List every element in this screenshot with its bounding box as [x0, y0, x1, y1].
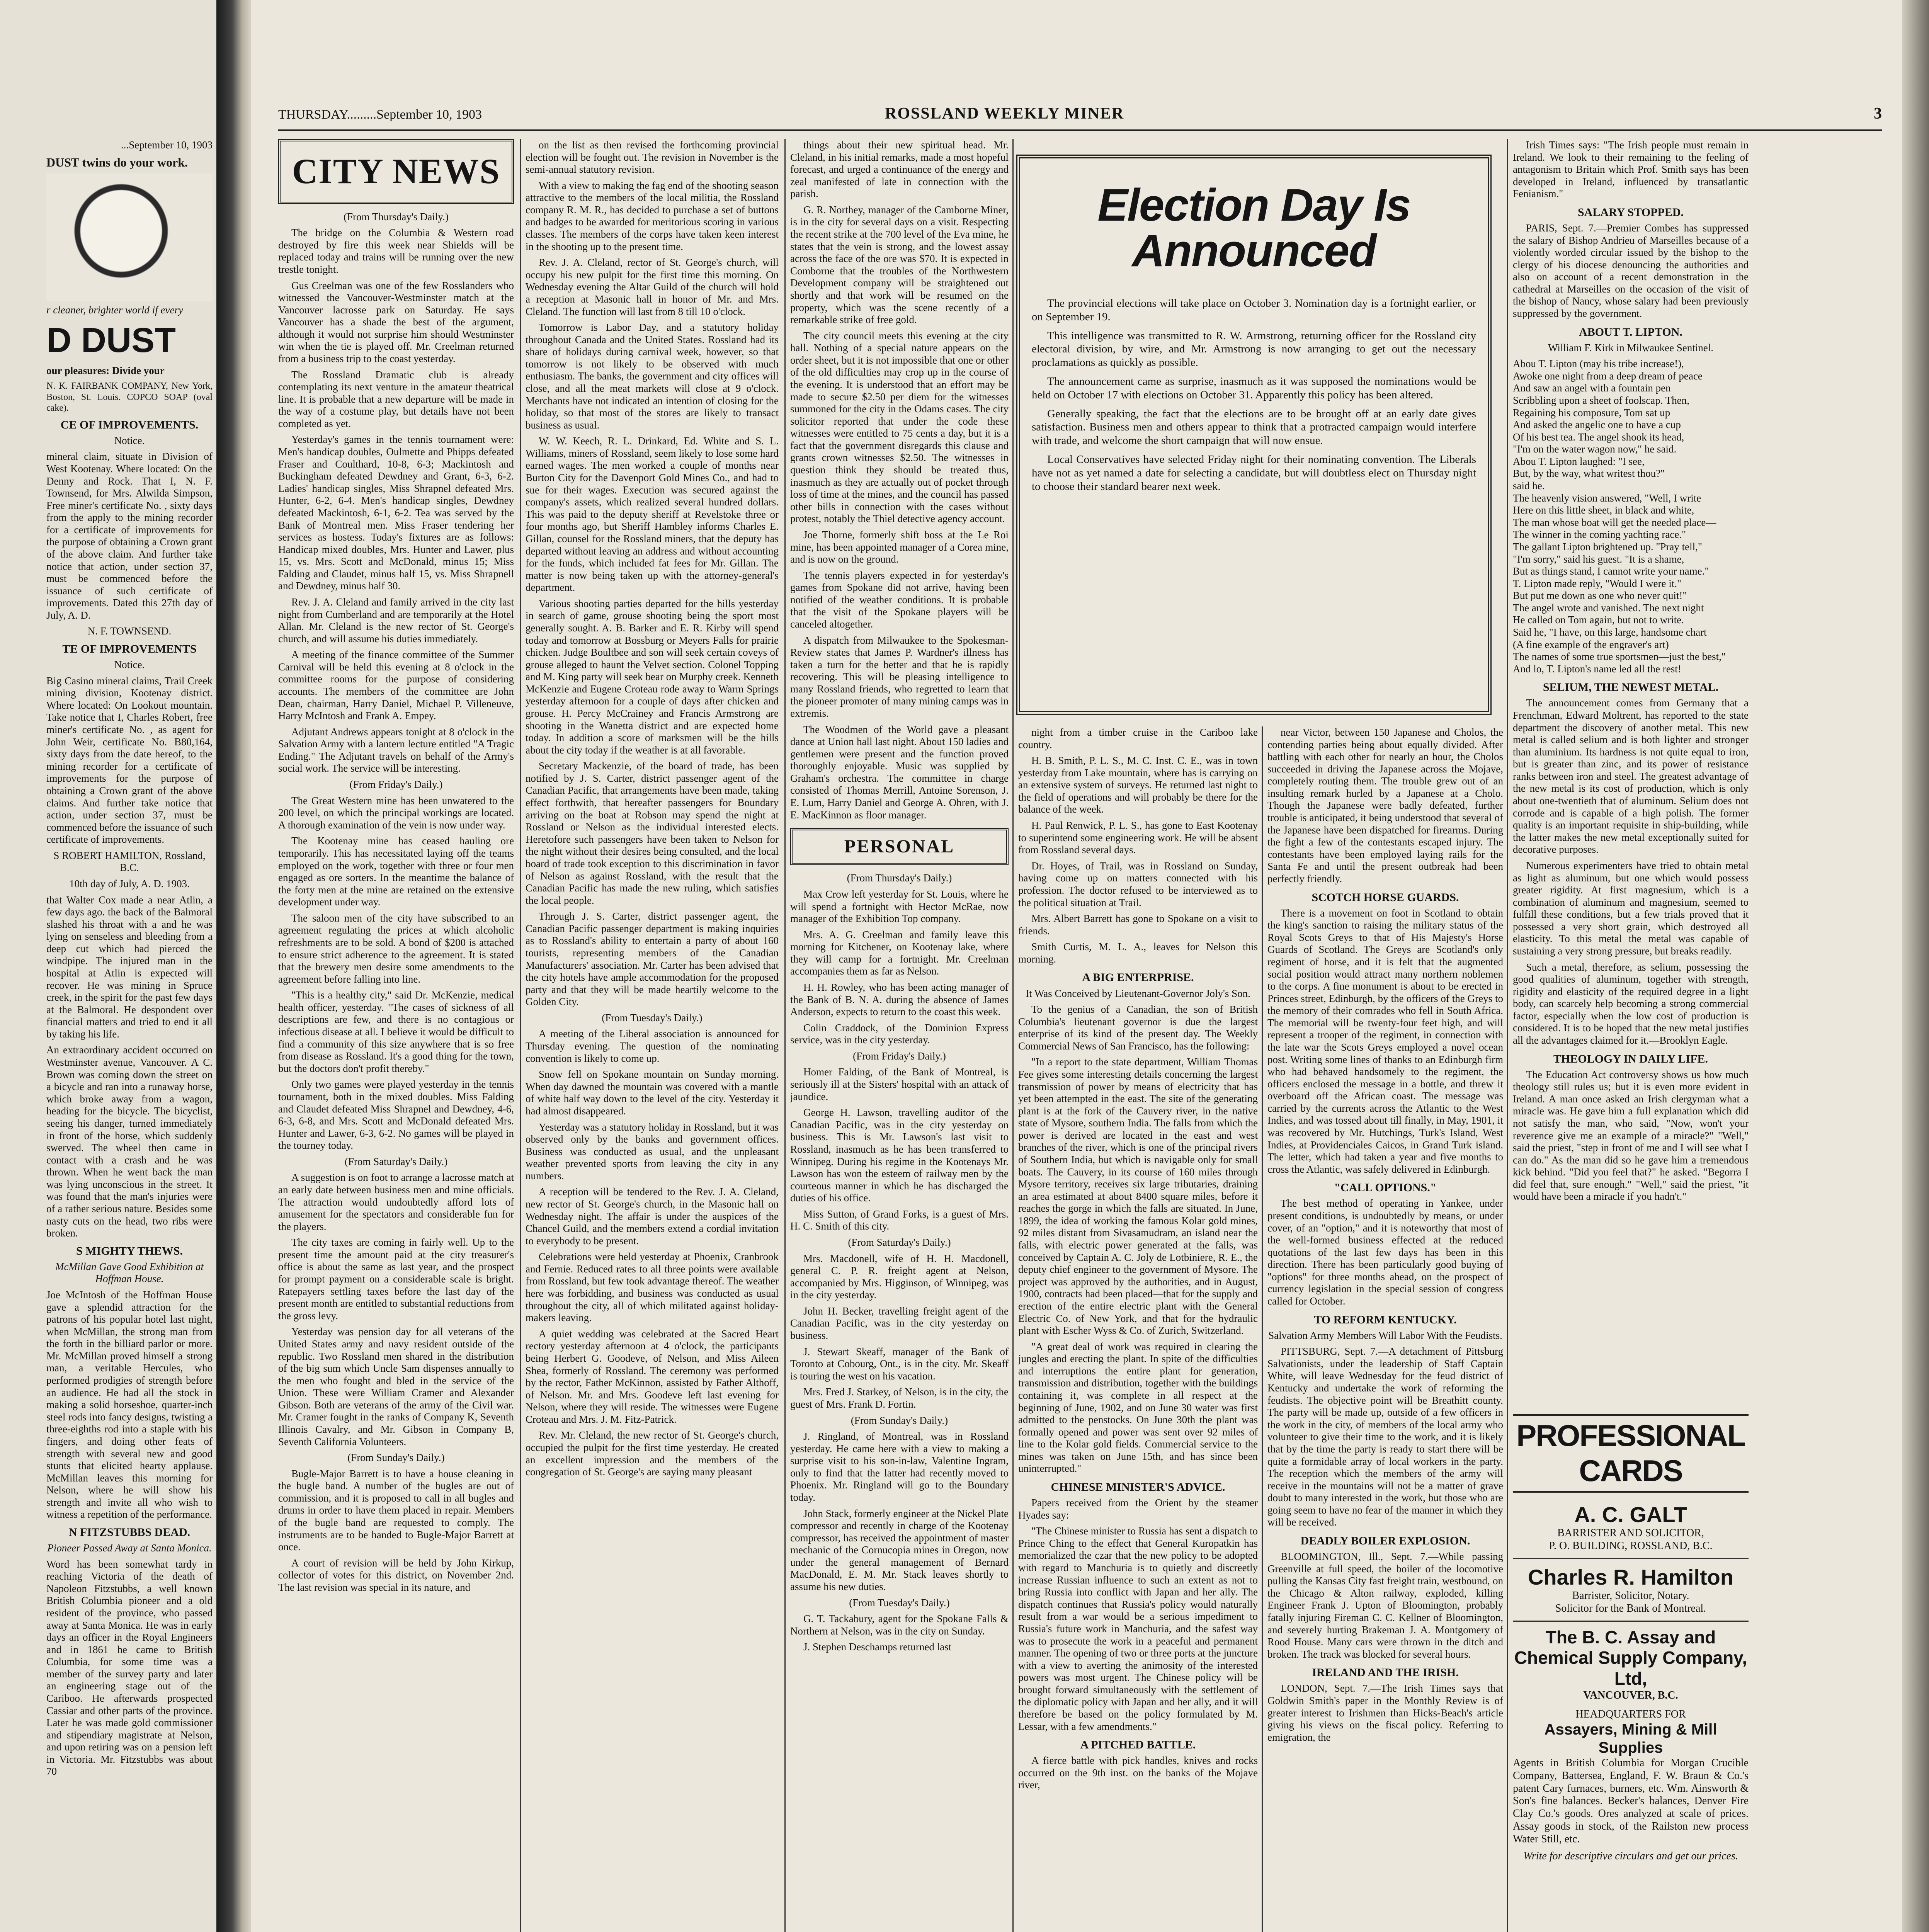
- col4-p2: H. B. Smith, P. L. S., M. C. Inst. C. E., was in town yesterday from Lake mountain, where has is carrying on an extensive system of surveys. He returned last night to the field of operations and will probably be there for the balance of the week.: [1018, 755, 1258, 815]
- column-2: [526, 139, 779, 1932]
- col1-p14: The city taxes are coming in fairly well. Up to the present time the amount paid at the city treasurer's office is about the same as last year, and the prospect for prompt payment on a considerable scale is bright. Ratepayers settling taxes before the last day of the present month are entitled to substantial reductions from the gross levy.: [278, 1236, 514, 1321]
- left-ad-top: DUST twins do your work.: [46, 155, 188, 169]
- col4-p9: "A great deal of work was required in clearing the jungles and erecting the plant. In spite of the difficulties and interruptions the entire plant for generation, transmission and distribution, together with the buildings containing it, was complete in all respect at the beginning of June, 1902, and on June 30 water was first admitted to the penstocks. On June 30th the plant was formally opened and power was sent over 92 miles of line to the Kolar gold fields. Commercial service to the mines was taken on June 15th, and has since been uninterrupted.": [1018, 1340, 1258, 1475]
- poem-line: The heavenly vision answered, "Well, I write: [1513, 492, 1701, 504]
- col3-p9: Mrs. A. G. Creelman and family leave this morning for Kitchener, on Kootenay lake, where they will camp for a fortnight. Mr. Creelman accompanies them as far as Nelson.: [790, 929, 1009, 977]
- col2-p8: Through J. S. Carter, district passenger agent, the Canadian Pacific passenger department is making inquiries as to Rossland's ability to entertain a party of about 160 tourists, representing members of the Canadian Manufacturers' association. Mr. Carter has been advised that the city hotels have ample accommodation for the proposed party and that they will be made heartily welcome to the Golden City.: [526, 910, 779, 1008]
- col2-p14: A quiet wedding was celebrated at the Sacred Heart rectory yesterday afternoon at 4 o'clock, the participants being Herbert G. Goodeve, of Nelson, and Miss Aileen Shea, formerly of Rossland. The ceremony was performed by the rector, Father McKinnon, assisted by Father Althoff, of Nelson. Mr. and Mrs. Goodeve left last evening for Nelson, where they will reside. The witnesses were Eugene Croteau and Mrs. J. M. Fitz-Patrick.: [526, 1328, 779, 1425]
- col1-p8: The Great Western mine has been unwatered to the 200 level, on which the principal workings are located. A thorough examination of the vein is now under way.: [278, 794, 514, 831]
- from-sunday-1: (From Sunday's Daily.): [347, 1452, 445, 1464]
- left-page-column: [46, 139, 213, 1782]
- left-ad-line: r cleaner, brighter world if every: [46, 304, 183, 316]
- col1-p12: Only two games were played yesterday in the tennis tournament, both in the mixed doubles. Miss Falding and Claudet defeated Miss Shrapnel and Dewdney, 4-6, 6-3, 6-8, and Mrs. Scott and McDonald defeated Mrs. Hunter and Lawer, 6-3, 6-2. No games will be played in the tourney today.: [278, 1078, 514, 1151]
- left-story4-title: N FITZSTUBBS DEAD.: [68, 1526, 191, 1539]
- lipton-poem: [1513, 358, 1749, 675]
- col2-p7: Secretary Mackenzie, of the board of trade, has been notified by J. S. Carter, district passenger agent of the Canadian Pacific, that arrangements have been made, taking effect forthwith, that hereafter passengers for Boundary arriving on the boat at Robson may spend the night at Rossland or Nelson as the individual interested elects. Heretofore such passengers have been taken to Nelson for the night without their desires being consulted, and the local board of trade took exception to this discrimination in favor of Nelson as against Rossland, with the result that the Canadian Pacific has made the new ruling, which satisfies the local people.: [526, 760, 779, 906]
- col5-p4: PITTSBURG, Sept. 7.—A detachment of Pittsburg Salvationists, under the leadership of Staff Captain White, will leave Wednesday for the feud district of Kentucky and undertake the work of reforming the feudists. The objective point will be Breathitt county. The party will be made up, outside of a few officers in the work in the city, of members of the local army who volunteer to give their time to the work, and it is likely that by the time the party is ready to start there will be quite a formidable array of local workers in the party. The reception which the members of the army will receive in the mountains will not be a matter of grave doubt to many interested in the work, but those who are going seem to have no fear of the manner in which they will be received.: [1267, 1345, 1503, 1528]
- left-story4: Word has been somewhat tardy in reaching Victoria of the death of Napoleon Fitzstubbs, a well known British Columbia pioneer and a old resident of the province, who passed away at Santa Monica. He was in early days an officer in the Royal Engineers and in 1861 he came to British Columbia, for some time was a member of the survey party and later an engineering stage out of the Cariboo. He afterwards prospected Cassiar and other parts of the province. Later he was made gold commissioner and stipendiary magistrate at Nelson, and upon retiring was on a pension left in Victoria. Mr. Fitzstubbs was about 70: [46, 1558, 213, 1777]
- col1-p6: A meeting of the finance committee of the Summer Carnival will be held this evening at 8 o'clock in the committee rooms for the purpose of considering accounts. The members of the committee are John Dean, chairman, Harry Daniel, Michael P. Villeneuve, Harry McIntosh and Frank A. Empey.: [278, 649, 514, 722]
- paper-name: ROSSLAND WEEKLY MINER: [885, 105, 1124, 122]
- card-assay: [1513, 1622, 1749, 1869]
- col3-p7: The Woodmen of the World gave a pleasant dance at Union hall last night. About 150 ladies and gentlemen were present and the function proved thoroughly enjoyable. Music was supplied by Graham's orchestra. The committee in charge consisted of Thomas Merrill, Antoine Sorenson, J. E. Lum, Harry Daniel and George A. Ohren, with J. E. MacKinnon as floor manager.: [790, 723, 1009, 821]
- card-hamilton-line2: Solicitor for the Bank of Montreal.: [1555, 1602, 1706, 1614]
- col2-p3: Rev. J. A. Cleland, rector of St. George's church, will occupy his new pulpit for the first time this morning. On Wednesday evening the Altar Guild of the church will hold a reception at Masonic hall in honor of Mr. and Mrs. Cleland. The function will last from 8 till 10 o'clock.: [526, 257, 779, 317]
- column-5: [1267, 726, 1503, 1932]
- col4-p10: Papers received from the Orient by the steamer Hyades say:: [1018, 1497, 1258, 1521]
- page-number: 3: [1874, 105, 1882, 122]
- election-p3: The announcement came as surprise, inasmuch as it was supposed the nominations would be held on October 17 with elections on October 31. Apparently this policy has been altered.: [1032, 375, 1476, 401]
- col2-p13: Celebrations were held yesterday at Phoenix, Cranbrook and Fernie. Reduced rates to all three points were available from Rossland, but few took advantage thereof. The weather here was forbidding, and business was conducted as usual throughout the city, all of which militated against holiday-makers leaving.: [526, 1251, 779, 1324]
- poem-line: Awoke one night from a deep dream of peace: [1513, 370, 1703, 382]
- col1-p4: Yesterday's games in the tennis tournament were: Men's handicap doubles, Oulmette and Phipps defeated Fraser and Coulthard, 10-8, 6-3; Mackintosh and Buckingham defeated Dewdney and Grant, 6-3, 6-2. Ladies' handicap singles, Miss Shrapnel defeated Mrs. Hunter, 6-2, 6-4. Men's handicap singles, Dewdney defeated Mackintosh, 6-1, 6-2. Tea was served by the Bank of Montreal men. Miss Fraser tendering her services as hostess. Today's fixtures are as follows: Handicap mixed doubles, Mrs. Hunter and Lawer, plus 15, vs. Mrs. Scott and McDonald, minus 15; Miss Falding and Claudet, minus half 15, vs. Miss Shrapnell and Dewdney, minus half 30.: [278, 434, 514, 592]
- col3-p4: Joe Thorne, formerly shift boss at the Le Roi mine, has been appointed manager of a Corea mine, and is now on the ground.: [790, 529, 1009, 565]
- card-assay-line3: Assayers, Mining & Mill Supplies: [1544, 1721, 1717, 1757]
- card-assay-line5: Write for descriptive circulars and get our prices.: [1523, 1850, 1738, 1862]
- poem-line: The angel wrote and vanished. The next night: [1513, 602, 1704, 614]
- col1-p3: The Rossland Dramatic club is already contemplating its next venture in the amateur theatrical line. It is probable that a new departure will be made in the way of a costume play, but details have not been completed as yet.: [278, 369, 514, 429]
- call-options-heading: "CALL OPTIONS.": [1334, 1181, 1437, 1194]
- left-notice2-sign: S ROBERT HAMILTON, Rossland, B.C.: [53, 849, 206, 874]
- left-notice2-body: Big Casino mineral claims, Trail Creek mining division, Kootenay district. Where located: On Lookout mountain. Take notice that I, Charles Robert, free miner's certificate No. , as agent for John Weir, certificate No. B80,164, sixty days from the date hereof, to the mining recorder for a certificate of improvements for the purpose of obtaining a Crown grant of the above claims. And further take notice that action, under section 37, must be commenced before the issuance of such certificate of improvements.: [46, 675, 213, 845]
- chinese-minister-heading: CHINESE MINISTER'S ADVICE.: [1051, 1481, 1225, 1494]
- professional-cards-title: PROFESSIONAL CARDS: [1513, 1414, 1749, 1493]
- election-title: Election Day Is Announced: [1097, 180, 1410, 276]
- card-galt-line2: P. O. BUILDING, ROSSLAND, B.C.: [1549, 1539, 1713, 1552]
- col6-p2: PARIS, Sept. 7.—Premier Combes has suppressed the salary of Bishop Andrieu of Marseilles because of a violently worded circular issued by the bishop to the clergy of his diocese denouncing the authorities and also on account of a recent demonstration in the cathedral at Marseilles on the occasion of the visit of the bishop of Nancy, whose salary had been previously suppressed by the government.: [1513, 222, 1749, 320]
- col1-p5: Rev. J. A. Cleland and family arrived in the city last night from Cumberland and are temporarily at the Hotel Allan. Mr. Cleland is the new rector of St. George's church, and will assume his duties immediately.: [278, 596, 514, 645]
- col4-p12: A fierce battle with pick handles, knives and rocks occurred on the 9th inst. on the banks of the Mojave river,: [1018, 1755, 1258, 1791]
- column-divider: [520, 139, 521, 1932]
- col5-p6: LONDON, Sept. 7.—The Irish Times says that Goldwin Smith's paper in the Monthly Review is of greater interest to Irishmen than Hicks-Beach's article giving his views on the fiscal policy. Referring to emigration, the: [1267, 1682, 1503, 1743]
- left-notice-sign: N. F. TOWNSEND.: [87, 625, 172, 637]
- election-p4: Generally speaking, the fact that the elections are to be brought off at an early date gives satisfaction. Business men and others appear to think that a protracted campaign would interfere with trade, and welcome the short campaign that will now ensue.: [1032, 407, 1476, 447]
- boiler-explosion-heading: DEADLY BOILER EXPLOSION.: [1300, 1534, 1470, 1547]
- col4-p6: Smith Curtis, M. L. A., leaves for Nelson this morning.: [1018, 941, 1258, 965]
- col4-p1: night from a timber cruise in the Cariboo lake country.: [1018, 726, 1258, 750]
- card-hamilton-name: Charles R. Hamilton: [1528, 1565, 1734, 1589]
- col3-p10: H. H. Rowley, who has been acting manager of the Bank of B. N. A. during the absence of James Anderson, expects to return to the coast this week.: [790, 981, 1009, 1018]
- column-divider: [1507, 139, 1508, 1932]
- scotch-horse-guards-heading: SCOTCH HORSE GUARDS.: [1312, 891, 1459, 904]
- left-notice-word: Notice.: [114, 434, 145, 446]
- col1-p10: The saloon men of the city have subscribed to an agreement regulating the prices at which alcoholic refreshments are to be sold. A bond of $200 is attached to ensure strict adherence to the agreement. It is stated that the brewery men desire some amendments to the agreement before falling into line.: [278, 912, 514, 985]
- from-thursday-1: (From Thursday's Daily.): [344, 211, 449, 223]
- col5-p5: BLOOMINGTON, Ill., Sept. 7.—While passing Greenville at full speed, the boiler of the locomotive pulling the Kansas City fast freight train, westbound, on the Chicago & Alton railway, exploded, killing Engineer Frank J. Upton of Bloomington, probably fatally injuring Fireman C. C. Kellner of Bloomington, and severely hurting Brakeman J. A. Montgomery of Rood House. Many cars were thrown in the ditch and broken. The track was blocked for several hours.: [1267, 1551, 1503, 1660]
- col3-p18: Mrs. Fred J. Starkey, of Nelson, is in the city, the guest of Mrs. Frank D. Fortin.: [790, 1386, 1009, 1410]
- poem-line: And asked the angelic one to have a cup: [1513, 419, 1681, 431]
- col3-p20: John Stack, formerly engineer at the Nickel Plate compressor and recently in charge of the Kootenay compressor, has received the appointment of master mechanic of the Cornucopia mines in Oregon, now under the general management of Bernard MacDonald, E. M. Mr. Stack leaves shortly to assume his new duties.: [790, 1507, 1009, 1593]
- card-galt-line1: BARRISTER AND SOLICITOR,: [1557, 1527, 1704, 1539]
- theology-heading: THEOLOGY IN DAILY LIFE.: [1553, 1052, 1708, 1065]
- col3-p16: John H. Becker, travelling freight agent of the Canadian Pacific, was in the city yesterday on business.: [790, 1305, 1009, 1342]
- from-saturday-1: (From Saturday's Daily.): [344, 1155, 448, 1167]
- left-story1: that Walter Cox made a near Atlin, a few days ago. the back of the Balmoral slashed his throat with a and he was lying on senseless and bleeding from a deep cut which had pierced the windpipe. The injured man in the hospital at Atlin is expected will recover. He was mining in Spruce creek, in the spirit for the past few days at the Balmoral. He despondent over financial matters and tried to end it all by taking his life.: [46, 894, 213, 1040]
- big-enterprise-heading: A BIG ENTERPRISE.: [1082, 971, 1194, 984]
- left-story2: An extraordinary accident occurred on Westminster avenue, Vancouver. A C. Brown was coming down the street on a bicycle and ran into a runaway horse, which broke away from a wagon, heading for the bicycle. The bicyclist, seeing his danger, turned immediately in front of the horse, which suddenly swerved. The wheel then came in contact with a crash and he was thrown. When he went back the man was lying unconscious in the street. It was found that the man's injuries were of a rather serious nature. Besides some nasty cuts on the head, two ribs were broken.: [46, 1044, 213, 1239]
- col3-p22: J. Stephen Deschamps returned last: [803, 1641, 952, 1653]
- col2-p4: Tomorrow is Labor Day, and a statutory holiday throughout Canada and the United States. Rossland had its share of holidays during carnival week, however, so that tomorrow is not likely to be observed with much enthusiasm. The banks, the government and city offices will close, and all the meat markets will close at 9 o'clock. Merchants have not indicated an intention of closing for the holiday, so that most of the stores are likely to transact business as usual.: [526, 321, 779, 431]
- poem-line: "I'm sorry," said his guest. "It is a shame,: [1513, 553, 1684, 565]
- left-notice-title: CE OF IMPROVEMENTS.: [60, 418, 199, 431]
- poem-line: The man whose boat will get the needed place—: [1513, 516, 1716, 528]
- card-assay-line2: HEADQUARTERS FOR: [1575, 1708, 1686, 1720]
- col1-p16: Bugle-Major Barrett is to have a house cleaning in the bugle band. A number of the bugles are out of commission, and it is proposed to call in all bugles and drums in order to have them placed in repair. Members of the bugle band are requested to comply. The instruments are to be handed to Bugle-Major Barrett at once.: [278, 1468, 514, 1553]
- column-divider: [1012, 139, 1014, 1932]
- poem-line: Regaining his composure, Tom sat up: [1513, 406, 1670, 418]
- col3-p15: Mrs. Macdonell, wife of H. H. Macdonell, general C. P. R. freight agent at Nelson, accompanied by Mrs. Higginson, of Winnipeg, was in the city yesterday.: [790, 1252, 1009, 1301]
- col2-p10: Snow fell on Spokane mountain on Sunday morning. When day dawned the mountain was covered with a mantle of white half way down to the level of the city. Yesterday it had almost disappeared.: [526, 1068, 779, 1117]
- col1-p1: The bridge on the Columbia & Western road destroyed by fire this week near Shields will be replaced today and trains will be running over the new trestle tonight.: [278, 227, 514, 275]
- column-6: [1513, 139, 1749, 1406]
- dateline: THURSDAY.........September 10, 1903: [278, 107, 482, 122]
- left-story3-title: S MIGHTY THEWS.: [76, 1244, 183, 1257]
- election-p2: This intelligence was transmitted to R. W. Armstrong, returning officer for the Rossland city electoral division, by wire, and Mr. Armstrong is now arranging to get out the necessary proclamations as quickly as possible.: [1032, 329, 1476, 369]
- from-saturday-2: (From Saturday's Daily.): [848, 1236, 951, 1248]
- column-1: [278, 139, 514, 1932]
- city-news-title: CITY NEWS: [292, 151, 500, 191]
- election-p5: Local Conservatives have selected Friday night for their nominating convention. The Liberals have not as yet named a date for selecting a candidate, but will doubtless elect on Thursday night to choose their standard bearer next week.: [1032, 453, 1476, 493]
- col1-p7: Adjutant Andrews appears tonight at 8 o'clock in the Salvation Army with a lantern lecture entitled "A Tragic Ending." The Adjutant travels on behalf of the Army's social work. The service will be interesting.: [278, 726, 514, 774]
- poem-line: And saw an angel with a fountain pen: [1513, 382, 1671, 394]
- col3-p17: J. Stewart Skeaff, manager of the Bank of Toronto at Cobourg, Ont., is in the city. Mr. Skeaff is touring the west on his vacation.: [790, 1345, 1009, 1382]
- left-ad-brand: D DUST: [46, 321, 176, 360]
- col6-p3: The announcement comes from Germany that a Frenchman, Edward Moltrent, has reported to the state department the discovery of another metal. This new metal is called selium and is both lighter and stronger than aluminium. Its hardness is not quite equal to iron, but is greater than zinc, and its power of resistance ranks between iron and steel. The greatest advantage of the new metal is its cost of production, which is only about one-twentieth that of aluminum. Selium does not corrode and is capable of a high polish. The former quality is an important requisite in ship-building, while the latter makes the new metal exceptionally suited for decorative purposes.: [1513, 697, 1749, 855]
- col4-p4: Dr. Hoyes, of Trail, was in Rossland on Sunday, having come up on matters connected with his profession. The doctor refused to be interviewed as to the political situation at Trail.: [1018, 860, 1258, 908]
- column-3: [790, 139, 1009, 1932]
- left-story3-sub: McMillan Gave Good Exhibition at Hoffman House.: [55, 1260, 204, 1285]
- poem-line: Abou T. Lipton laughed: "I see,: [1513, 455, 1645, 467]
- col3-p11: Colin Craddock, of the Dominion Express service, was in the city yesterday.: [790, 1022, 1009, 1046]
- from-friday-2: (From Friday's Daily.): [853, 1050, 946, 1062]
- poem-line: "I'm on the water wagon now," he said.: [1513, 443, 1677, 455]
- col5-p2: There is a movement on foot in Scotland to obtain the king's sanction to raising the military status of the Royal Scots Greys to that of His Majesty's Horse Guards of Scotland. The Greys are Scotland's only regiment of horse, and it is felt that the augmented social position would attract many northern noblemen to the corps. A fine monument is about to be erected in Princes street, Edinburgh, by the officers of the Greys to the memory of their comrades who fell in South Africa. The memorial will be twenty-four feet high, and will represent a trooper of the regiment, in connection with the late war the Scots Greys employed a novel ocean post. Writing some lines of thanks to an Edinburgh firm who had behaved handsomely to the regiment, the officers enclosed the message in a bottle, and threw it overboard off the African coast. The message was carried by the currents across the Atlantic to the West Indies, and was tossed about till finally, in May, 1901, it was recovered by Mr. Hutchings, Turk's Island, West Indies, at Providenciales Caicos, in Grand Turk island. The letter, which had taken a year and five months to cross the Atlantic, was safely delivered in Edinburgh.: [1267, 907, 1503, 1175]
- col2-p2: With a view to making the fag end of the shooting season attractive to the members of the local militia, the Rossland company R. M. R., has decided to purchase a set of buttons and badges to be awarded for meritorious scoring in various classes. The members of the corps have taken keen interest in the shooting up to the present time.: [526, 179, 779, 252]
- col1-p17: A court of revision will be held by John Kirkup, collector of votes for this district, on November 2nd. The last revision was special in its nature, and: [278, 1557, 514, 1593]
- col2-p5: W. W. Keech, R. L. Drinkard, Ed. White and S. L. Williams, miners of Rossland, seem likely to lose some hard earned wages. The men worked a couple of months near Burton City for the Davenport Gold Mines Co., and had to sue for their wages. Execution was secured against the company's assets, which realized several hundred dollars. This was paid to the deputy sheriff at Revelstoke three or four months ago, but Sheriff Hambley informs Charles E. Gillan, counsel for the Rossland miners, that the deputy has departed without leaving an address and without accounting for the funds, which included fat fees for Mr. Gillan. The matter is now being taken up with the attorney-general's department.: [526, 435, 779, 594]
- personal-title: PERSONAL: [844, 836, 955, 857]
- col3-p14: Miss Sutton, of Grand Forks, is a guest of Mrs. H. C. Smith of this city.: [790, 1208, 1009, 1232]
- from-tuesday-1: (From Tuesday's Daily.): [602, 1012, 703, 1024]
- col5-p1: near Victor, between 150 Japanese and Cholos, the contending parties being about equally divided. After battling with each other for nearly an hour, the Cholos succeeded in driving the Japanese across the Mojave, completely routing them. The trouble grew out of an insulting remark hurled by a Japanese at a Cholo. Though the Japanese were badly defeated, further trouble is anticipated, it being understood that several of the Japanese have been dispatched for firearms. During the fight a few of the contestants escaped injury. The contestants have been employed laying rails for the Santa Fe and until the present outbreak had been perfectly friendly.: [1267, 726, 1503, 884]
- left-notice2-title: TE OF IMPROVEMENTS: [62, 643, 197, 656]
- gold-dust-ad-illustration: [46, 173, 213, 301]
- card-assay-line4: Agents in British Columbia for Morgan Crucible Company, Battersea, England, F. W. Braun & Co.'s patent Cary furnaces, burners, etc. Wm. Ainsworth & Son's fine balances. Becker's balances, Denver Fire Clay Co.'s goods. Ores analyzed at scale of prices. Assay goods in stock, of the Railston new process Water Still, etc.: [1513, 1757, 1749, 1845]
- col1-p9: The Kootenay mine has ceased hauling ore temporarily. This has necessitated laying off the teams employed on the work, together with three or four men engaged as ore sorters. In the meantime the balance of the forty men at the mine are retained on the extensive development under way.: [278, 835, 514, 908]
- column-divider: [1262, 726, 1263, 1932]
- col4-p11: "The Chinese minister to Russia has sent a dispatch to Prince Ching to the effect that General Kuropatkin has memorialized the czar that the new policy to be adopted with regard to Manchuria is to quietly and discreetly increase Russian influence to such an extent as not to bring Russia into conflict with Japan and her ally. The dispatch continues that Russia's policy would naturally result from a war would be a serious impediment to Russia's future work in Manchuria, and the safest way was to prosecute the work in a peaceful and permanent manner. The opening of two or three ports at the juncture with a view to averting the animosity of the interested powers was most urgent. The Chinese policy will be brought forward simultaneously with the settlement of the diplomatic policy with Japan and her ally, and it will therefore be based on the policy formulated by M. Lessar, with a few amendments.": [1018, 1525, 1258, 1732]
- card-galt-name: A. C. GALT: [1574, 1502, 1687, 1527]
- col3-p21: G. T. Tackabury, agent for the Spokane Falls & Northern at Nelson, was in the city on Sunday.: [790, 1613, 1009, 1637]
- poem-line: Scribbling upon a sheet of foolscap. Then,: [1513, 395, 1689, 406]
- left-page-date: ...September 10, 1903: [121, 139, 213, 151]
- poem-line: T. Lipton made reply, "Would I were it.": [1513, 577, 1681, 589]
- card-assay-line1: VANCOUVER, B.C.: [1583, 1689, 1678, 1701]
- left-story3: Joe McIntosh of the Hoffman House gave a splendid attraction for the patrons of his popular hotel last night, when McMillan, the strong man from the forth in the billiard parlor or more. Mr. McMillan proved himself a strong man, a veritable Hercules, who performed prodigies of strength before an audience. He had all the stock in making a solid horseshoe, quarter-inch steel rods into fancy designs, twisting a three-eighths rod into a staple with his fingers, and doing other feats of strength with several new and good stunts that elicited hearty applause. McMillan leaves this morning for Nelson, where he will show his strength and invite all who wish to witness a repetition of the performance.: [46, 1289, 213, 1520]
- selium-heading: SELIUM, THE NEWEST METAL.: [1543, 681, 1719, 694]
- salary-stopped-heading: SALARY STOPPED.: [1578, 206, 1684, 219]
- left-story4-sub: Pioneer Passed Away at Santa Monica.: [47, 1542, 212, 1554]
- col4-p3: H. Paul Renwick, P. L. S., has gone to East Kootenay to superintend some engineering work. He will be absent from Rossland several days.: [1018, 820, 1258, 856]
- right-binding-edge: [1902, 0, 1929, 1932]
- ireland-irish-heading: IRELAND AND THE IRISH.: [1312, 1666, 1459, 1679]
- poem-line: The names of some true sportsmen—just the best,": [1513, 651, 1726, 663]
- col6-p5: Such a metal, therefore, as selium, possessing the good qualities of aluminum, together with strength, rigidity and elasticity of the required degree in a light body, can scarcely help becoming a strong commercial factor, especially when the low cost of production is considered. It is to be hoped that the new metal justifies all the advantages claimed for it.—Brooklyn Eagle.: [1513, 961, 1749, 1046]
- col1-p13: A suggestion is on foot to arrange a lacrosse match at an early date between business men and mine officials. The attraction would undoubtedly afford lots of amusement for the spectators and considerable fun for the players.: [278, 1172, 514, 1232]
- column-4: [1018, 726, 1258, 1932]
- from-thursday-2: (From Thursday's Daily.): [847, 872, 952, 884]
- poem-line: But, by the way, what writest thou?": [1513, 468, 1665, 480]
- about-lipton-sub: William F. Kirk in Milwaukee Sentinel.: [1548, 342, 1713, 354]
- col3-p6: A dispatch from Milwaukee to the Spokesman-Review states that James P. Wardner's illness has taken a turn for the better and that he is rapidly recovering. This will be pleasing intelligence to many Rossland friends, who regretted to learn that the pioneer promoter of many mining camps was in extremis.: [790, 634, 1009, 719]
- poem-line: said he.: [1513, 480, 1545, 492]
- from-tuesday-2: (From Tuesday's Daily.): [849, 1597, 950, 1609]
- poem-line: The gallant Lipton brightened up. "Pray tell,": [1513, 541, 1702, 553]
- city-news-heading-box: [278, 139, 514, 204]
- poem-line: Of his best tea. The angel shook its head,: [1513, 431, 1684, 443]
- col6-p6: The Education Act controversy shows us how much theology still rules us; but it is even more evident in Ireland. A man once asked an Irish clergyman what a miracle was. He gave him a full explanation which did not satisfy the man, who said, "Now, won't your reverence give me an example of a miracle?" "Well," said the priest, "step in front of me and I will see what I can do." As the man did so he gave him a tremendous kick behind. "Did you feel that?" he asked. "Begorra I did feel that, sure enough." "Well," said the priest, "it would have been a miracle if you hadn't.": [1513, 1068, 1749, 1202]
- election-p1: The provincial elections will take place on October 3. Nomination day is a fortnight earlier, or on September 19.: [1032, 297, 1476, 323]
- col3-p19: J. Ringland, of Montreal, was in Rossland yesterday. He came here with a view to making a surprise visit to his son-in-law, Valentine Ingram, only to find that the latter had recently moved to Phoenix. Mr. Ringland will go to the Boundary today.: [790, 1430, 1009, 1503]
- col1-p15: Yesterday was pension day for all veterans of the United States army and navy resident outside of the republic. Two Rossland men shared in the distribution of the big sum which Uncle Sam dispenses annually to the men who fought and bled in the service of the Union. These were William Cramer and Alexander Gibson. Both are veterans of the army of the Civil war. Mr. Cramer fought in the ranks of Company K, Seventh Illinois Cavalry, and Mr. Gibson in Company B, Seventh California Volunteers.: [278, 1326, 514, 1447]
- poem-line: Said he, "I have, on this large, handsome chart: [1513, 626, 1707, 638]
- col2-p6: Various shooting parties departed for the hills yesterday in search of game, grouse shooting being the sport most generally sought. A. B. Barker and E. R. Kirby will spend today and tomorrow at Bossburg or Meyers Falls for prairie chicken. Judge Boultbee and son will seek certain coveys of grouse alleged to haunt the Velvet section. Colonel Topping and M. King party will seek bear on Murphy creek. Kenneth McKenzie and Eugene Croteau rode away to Warm Springs yesterday afternoon for a couple of days after chicken and grouse. H. Percy McCrainey and Francis Armstrong are shooting in the Wanetta district and are expected home today. In addition a score of marksmen will be the hills about the city today if the weather is at all favorable.: [526, 597, 779, 756]
- poem-line: He called on Tom again, but not to write.: [1513, 614, 1684, 626]
- column-divider: [784, 139, 786, 1932]
- col3-p1: things about their new spiritual head. Mr. Cleland, in his initial remarks, made a most hopeful forecast, and urged a continuance of the energy and zeal manifested of late in connection with the parish.: [790, 139, 1009, 200]
- col1-p2: Gus Creelman was one of the few Rosslanders who witnessed the Vancouver-Westminster match at the Vancouver lacrosse park on Saturday. He says Vancouver has a shade the best of the argument, although it would not surprise him should Westminster win when the tie is played off. Mr. Creelman returned from a business trip to the coast yesterday.: [278, 279, 514, 364]
- poem-line: And lo, T. Lipton's name led all the rest!: [1513, 663, 1681, 675]
- col2-p15: Rev. Mr. Cleland, the new rector of St. George's church, occupied the pulpit for the first time yesterday. He created an excellent impression and the members of the congregation of St. George's are saying many pleasant: [526, 1429, 779, 1478]
- reform-kentucky-heading: TO REFORM KENTUCKY.: [1314, 1313, 1457, 1326]
- col2-p11: Yesterday was a statutory holiday in Rossland, but it was observed only by the banks and government offices. Business was conducted as usual, and the unpleasant weather prevented sports from leaving the city in any numbers.: [526, 1121, 779, 1182]
- poem-line: But as things stand, I cannot write your name.": [1513, 565, 1709, 577]
- card-galt: [1513, 1497, 1749, 1559]
- election-announcement-box: [1016, 155, 1492, 715]
- left-notice2-date: 10th day of July, A. D. 1903.: [69, 878, 190, 889]
- poem-line: The winner in the coming yachting race.": [1513, 529, 1686, 541]
- card-hamilton-line1: Barrister, Solicitor, Notary.: [1572, 1590, 1689, 1602]
- col4-p5: Mrs. Albert Barrett has gone to Spokane on a visit to friends.: [1018, 913, 1258, 937]
- left-page-edge: [0, 0, 216, 1932]
- left-ad-company: N. K. FAIRBANK COMPANY, New York, Boston, St. Louis. COPCO SOAP (oval cake).: [46, 381, 213, 413]
- book-gutter: [216, 0, 251, 1932]
- about-lipton-heading: ABOUT T. LIPTON.: [1579, 325, 1682, 338]
- personal-heading-box: [790, 828, 1009, 865]
- col2-p9: A meeting of the Liberal association is announced for Thursday evening. The question of the nominating convention is likely to come up.: [526, 1028, 779, 1064]
- card-assay-name: The B. C. Assay and Chemical Supply Company, Ltd,: [1514, 1627, 1747, 1689]
- pitched-battle-heading: A PITCHED BATTLE.: [1080, 1738, 1196, 1752]
- card-hamilton: [1513, 1559, 1749, 1622]
- left-ad-line2: our pleasures: Divide your: [46, 364, 165, 376]
- col3-p8: Max Crow left yesterday for St. Louis, where he will spend a fortnight with Hector McRae, now manager of the Exhibition Top company.: [790, 888, 1009, 925]
- col3-p12: Homer Falding, of the Bank of Montreal, is seriously ill at the Sisters' hospital with an attack of jaundice.: [790, 1066, 1009, 1102]
- professional-cards: [1513, 1410, 1749, 1932]
- col6-p1: Irish Times says: "The Irish people must remain in Ireland. We look to their remaining to the feeling of antagonism to Britain which Prof. Smith says has been developed in Ireland, influenced by transatlantic Fenianism.": [1513, 139, 1749, 200]
- from-sunday-2: (From Sunday's Daily.): [851, 1414, 948, 1426]
- left-notice2-word: Notice.: [114, 659, 145, 671]
- reform-kentucky-sub: Salvation Army Members Will Labor With the Feudists.: [1268, 1329, 1502, 1341]
- col3-p2: G. R. Northey, manager of the Camborne Miner, is in the city for several days on a visit. Respecting the recent strike at the 700 level of the Eva mine, he states that the vein is strong, and the lowest assay across the face of the ore was $70. It is expected in Comborne that the troubles of the Northwestern Development company will be straightened out shortly and that work will be resumed on the property, which was the scene recently of a remarkable strike of free gold.: [790, 204, 1009, 326]
- big-enterprise-sub: It Was Conceived by Lieutenant-Governor Joly's Son.: [1026, 987, 1250, 999]
- col1-p11: "This is a healthy city," said Dr. McKenzie, medical health officer, yesterday. "The cases of sickness of all descriptions are few, and there is no contagious or infectious disease at all. I believe it would be difficult to find a community of this size anywhere that is so free from disease as Rossland. It's a good thing for the town, but the doctors don't profit thereby.": [278, 989, 514, 1074]
- col2-p12: A reception will be tendered to the Rev. J. A. Cleland, new rector of St. George's church, in the Masonic hall on Wednesday night. The affair is under the auspices of the Chancel Guild, and the members extend a cordial invitation to everybody to be present.: [526, 1186, 779, 1247]
- header-rule: [278, 129, 1882, 131]
- col2-p1: on the list as then revised the forthcoming provincial election will be fought out. The revision in November is the semi-annual statutory revision.: [526, 139, 779, 175]
- poem-line: Abou T. Lipton (may his tribe increase!),: [1513, 358, 1684, 370]
- col3-p5: The tennis players expected in for yesterday's games from Spokane did not arrive, having been notified of the weather conditions. It is probable that the visit of the Spokane players will be canceled altogether.: [790, 569, 1009, 630]
- page-header: [278, 104, 1882, 128]
- poem-line: Here on this little sheet, in black and white,: [1513, 504, 1694, 516]
- col3-p3: The city council meets this evening at the city hall. Nothing of a special nature appears on the order sheet, but it is not impossible that one or other of the old difficulties may crop up in the course of the evening. It is understood that an effort may be made to secure $2.50 per diem for the witnesses summoned for the city in the Odams cases. The city solicitor reported that under the code these witnesses were entitled to 75 cents a day, but it is a fact that the government disregards this clause and grants crown witnesses $2.50. The witnesses in question think they should be treated thus, inasmuch as they are actually out of pocket through loss of time at the mines, and the council has passed other bills in connection with the cases without protest, notably the Thiel detective agency account.: [790, 330, 1009, 525]
- col6-p4: Numerous experimenters have tried to obtain metal as light as aluminum, but one which would possess greater rigidity. At first magnesium, which is a combination of aluminum and magnesium, seemed to fulfill these conditions, but a few trials proved that it possessed a very short grain, which destroyed all elasticity. To this metal the metal was capable of sustaining a very strong pressure, but breaks readily.: [1513, 859, 1749, 957]
- poem-line: (A fine example of the engraver's art): [1513, 638, 1669, 650]
- col3-p13: George H. Lawson, travelling auditor of the Canadian Pacific, was in the city yesterday on business. This is Mr. Lawson's last visit to Rossland, inasmuch as he has been transferred to Winnipeg. During his regime in the Kootenays Mr. Lawson has won the esteem of railway men by the courteous manner in which he has discharged the duties of his office.: [790, 1107, 1009, 1204]
- poem-line: But put me down as one who never quit!": [1513, 590, 1687, 602]
- left-notice-body: mineral claim, situate in Division of West Kootenay. Where located: On the Denny and Rock. That I, N. F. Townsend, for Mrs. Alwilda Simpson, Free miner's certificate No. , sixty days from the apply to the mining recorder for a certificate of improvements for the purpose of obtaining a Crown grant of the above claim. And further take notice that action, under section 37, must be commenced before the issuance of such certificate of improvements. Dated this 27th day of July, A. D.: [46, 451, 213, 621]
- col4-p8: "In a report to the state department, William Thomas Fee gives some interesting details concerning the largest transmission of power by means of electricity that has yet been attempted in the east. The site of the generating plant is at the fork of the Cauvery river, in the native state of Mysore, southern India. The falls from which the power is derived are located in the east and west branches of the river, which is one of the principal rivers of Southern India, but which is navigable only for small boats. The Cauvery, in its course of 160 miles through Mysore territory, receives six large tributaries, draining an area estimated at about 8400 square miles, before it reaches the gorge in which the falls are situated. In June, 1899, the idea of working the famous Kolar gold mines, 92 miles distant from Sivasamudram, an island near the falls, with electric power generated at the falls, was conceived by Captain A. C. Joly de Lotbiniere, R. E., the deputy chief engineer to the government of Mysore. The project was approved by the authorities, and in August, 1900, contracts had been placed—that for the supply and erection of the entire electric plant with the General Electric Co. of New York, and that for the hydraulic plant with Escher Wyss & Co. of Zurich, Switzerland.: [1018, 1056, 1258, 1337]
- col4-p7: To the genius of a Canadian, the son of British Columbia's lieutenant governor is due the largest enterprise of its kind of the present day. The Weekly Commercial News of San Francisco, has the following:: [1018, 1003, 1258, 1052]
- from-friday-1: (From Friday's Daily.): [349, 779, 443, 791]
- col5-p3: The best method of operating in Yankee, under present conditions, is undoubtedly by means, or under cover, of an "option," and it is noteworthy that most of the well-formed business effected at the reduced quotations of the last few days has been in this direction. There has been particularly good buying of "options" for three months ahead, on the prospect of currency legislation in the special session of congress called for October.: [1267, 1197, 1503, 1307]
